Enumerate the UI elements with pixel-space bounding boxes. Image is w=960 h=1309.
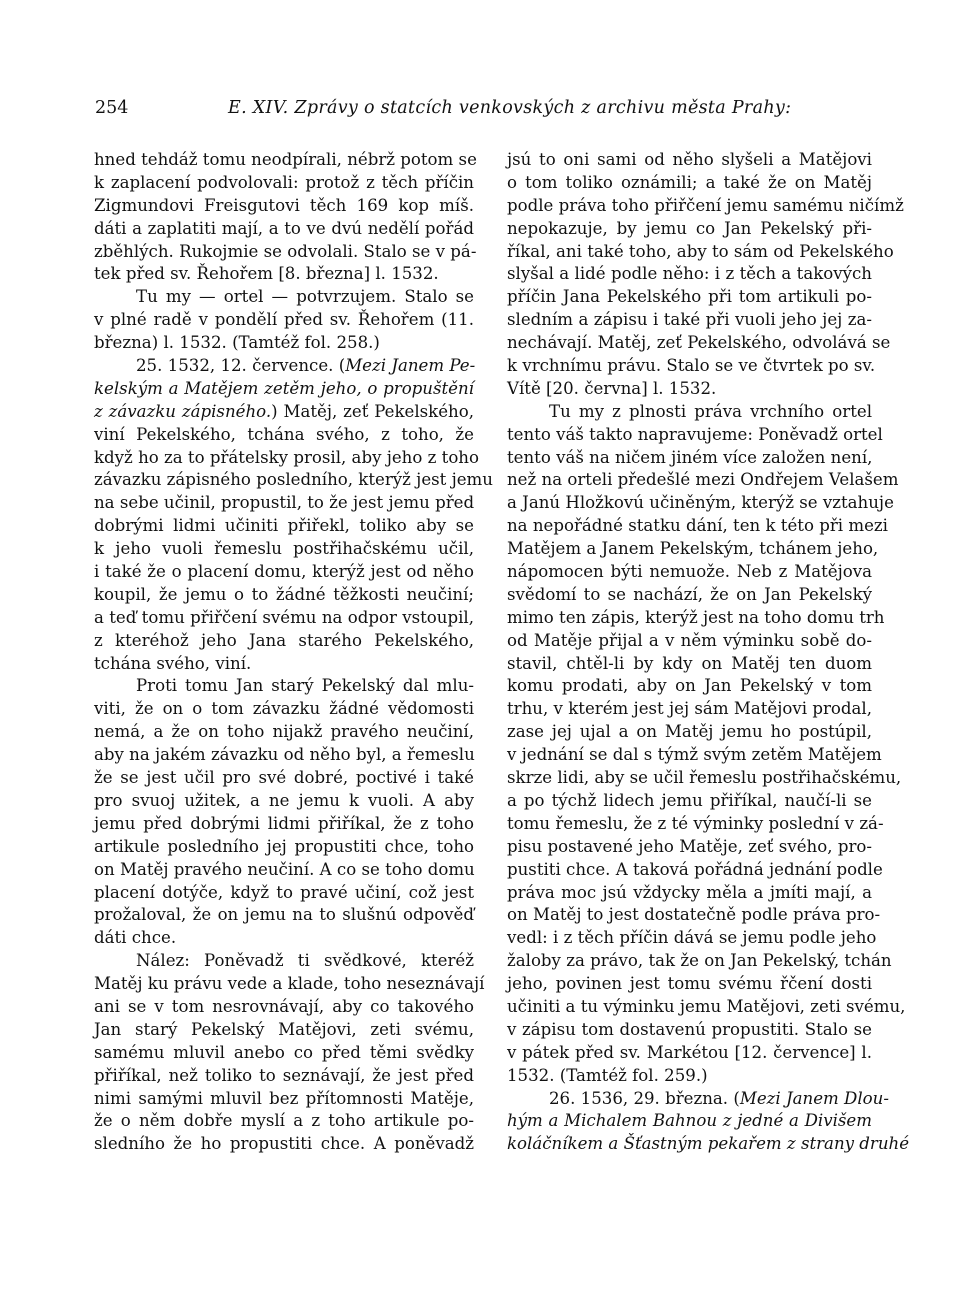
text-line: k zaplacení podvolovali: protož z těch příčin [94,172,474,192]
text-line: tomu řemeslu, že z té výminky poslední v zá- [507,813,884,833]
text-line: k jeho vuoli řemeslu postřihačskému učil, [94,539,474,559]
text-line: Proti tomu Jan starý Pekelský dal mlu- [136,676,474,696]
text-line: slyšal a lidé podle něho: i z těch a takových [507,264,872,284]
text-line: příčin Jana Pekelského při tom artikuli po- [507,287,872,307]
text-line: v zápisu tom dostavenú propustiti. Stalo se [507,1019,872,1039]
text-line: Jan starý Pekelský Matějovi, zeti svému, [94,1019,474,1039]
text-line: pisu postavené jeho Matěje, zeť svého, pro- [507,836,872,856]
text-line: nemá, a že on toho nijakž pravého neučiní, [94,722,474,742]
text-line: Tu my — ortel — potvrzujem. Stalo se [136,287,474,307]
text-line: viní Pekelského, tchána svého, z toho, že [94,424,474,444]
italic-span: Mezi Janem Pe- [345,356,476,376]
text-line [94,355,474,378]
text-line: tchána svého, viní. [94,653,252,673]
text-line: sledním a zápisu i také při vuoli jeho jej za- [507,310,872,330]
text-line: a po týchž lidech jemu přiříkal, naučí-li se [507,790,872,810]
left-column [94,149,493,1156]
text-line: dobrými lidmi učiniti přiřekl, toliko aby se [94,516,474,536]
text-line: říkal, ani také toho, aby to sám od Pekelského [507,241,894,261]
text-line: Zigmundovi Freisgutovi těch 169 kop míš. [94,195,474,215]
text-line: podle práva toho přiřčení jemu samému ničímž [507,195,904,215]
text-line [507,1088,889,1111]
text-line: nápomocen býti nemuože. Neb z Matějova [507,562,872,582]
italic-span: z závazku zápisného. [94,401,272,421]
text-line: dáti chce. [94,928,177,948]
text-line: závazku zápisného posledního, kterýž jest jemu [94,470,493,490]
text-line: pustiti chce. A taková pořádná jednání podle [507,859,883,879]
text-line: hým a Michalem Bahnou z jedné a Divišem [507,1111,872,1131]
text-line: samému mluvil anebo co před těmi svědky [94,1042,474,1062]
text-line: přiříkal, než toliko to seznávají, že jest před [94,1065,474,1085]
text-line: zase jej ujal a on Matěj jemu ho postúpil, [507,722,872,742]
text-line: když ho za to přátelsky prosil, aby jeho z toho [94,447,479,467]
text-line: žaloby za právo, tak že on Jan Pekelský, tchán [507,951,892,971]
text-span: 25. 1532, 12. července. ( [136,356,346,376]
text-line: koláčníkem a Šťastným pekařem z strany druhé [507,1134,910,1154]
text-line: mimo ten zápis, kterýž jest na toho domu trh [507,607,885,627]
text-line: 1532. (Tamtéž fol. 259.) [507,1065,708,1085]
text-line: že se jest učil pro své dobré, poctivé i také [94,768,474,788]
text-line: skrze lidi, aby se učil řemeslu postřihačskému, [507,768,902,788]
text-line: artikule posledního jej propustiti chce, toho [94,836,474,856]
text-line: on Matěj to jest dostatečně podle práva pro- [507,905,881,925]
text-line: vedl: i z těch příčin dává se jemu podle jeho [507,928,877,948]
text-line: Nález: Poněvadž ti svědkové, kteréž [136,951,474,971]
text-span: 26. 1536, 29. března. ( [549,1088,740,1108]
text-line: i také že o placení domu, kterýž jest od něho [94,562,474,582]
text-line: Tu my z plnosti práva vrchního ortel [549,401,872,421]
page-number: 254 [95,98,129,118]
right-column [507,149,910,1156]
text-line: aby na jakém závazku od něho byl, a řemeslu [94,745,475,765]
text-line: dáti a zaplatiti mají, a to ve dvú nedělí pořád [94,218,474,238]
text-line: nepokazuje, by jemu co Jan Pekelský při- [507,218,872,238]
text-line: že o něm dobře myslí a z toho artikule po- [94,1111,474,1131]
text-line: kelským a Matějem zetěm jeho, o propuštění [94,378,474,398]
page-header [95,98,870,124]
text-line: komu prodati, aby on Jan Pekelský v tom [507,676,872,696]
text-line: o tom toliko oznámili; a také že on Matěj [507,172,872,192]
text-line: ani se v tom nesrovnávají, aby co takového [94,996,474,1016]
text-line: Matějem a Janem Pekelským, tchánem jeho, [507,539,879,559]
text-line: jsú to oni sami od něho slyšeli a Matějovi [507,150,872,169]
text-line: od Matěje přijal a v něm výminku sobě do- [507,630,872,650]
text-line: tento váš takto napravujeme: Poněvadž ortel [507,424,883,444]
text-line: zběhlých. Rukojmie se odvolali. Stalo se v pá- [94,241,477,261]
text-line: prožaloval, že on jemu na to slušnú odpověď [94,905,474,925]
text-line: března) l. 1532. (Tamtéž fol. 258.) [94,333,380,353]
text-line: k vrchnímu právu. Stalo se ve čtvrtek po sv. [507,356,876,376]
text-line: hned tehdáž tomu neodpírali, nébrž potom se [94,150,477,169]
text-line: tek před sv. Řehořem [8. března] l. 1532. [94,264,439,284]
text-line: viti, že on o tom závazku žádné vědomosti [94,699,474,719]
text-line: učiniti a tu výminku jemu Matějovi, zeti svému, [507,996,906,1016]
text-line: svědomí to se nachází, že on Jan Pekelský [507,584,872,604]
text-line: nimi samými mluvil bez přítomnosti Matěje, [94,1088,474,1108]
text-line: v pátek před sv. Markétou [12. července] l. [507,1042,872,1062]
text-line: on Matěj pravého neučiní. A co se toho domu [94,859,475,879]
text-line: v plné radě v pondělí před sv. Řehořem (11. [94,310,474,330]
text-line: nechávají. Matěj, zeť Pekelského, odvolává se [507,333,891,353]
text-line: a Janú Hložkovú učiněným, kterýž se vztahuje [507,493,894,513]
text-span: ) Matěj, zeť Pekelského, [271,401,474,421]
text-line: na sebe učinil, propustil, to že jest jemu před [94,493,475,513]
text-line: práva moc jsú vždycky měla a jmíti mají, a [507,882,872,902]
text-line: z kteréhož jeho Jana starého Pekelského, [94,630,474,650]
text-line: trhu, v kterém jest jej sám Matějovi prodal, [507,699,872,719]
text-line: sledního že ho propustiti chce. A poněvadž [94,1134,474,1154]
running-title: E. XIV. Zprávy o statcích venkovských z archivu města Prahy: [228,98,792,118]
text-line: jeho, povinen jest tomu svému řčení dosti [507,974,872,994]
text-line: stavil, chtěl-li by kdy on Matěj ten duom [507,653,872,673]
text-line: na nepořádné statku dání, ten k této při mezi [507,516,888,536]
text-line: jemu před dobrými lidmi přiříkal, že z toho [94,813,474,833]
italic-span: Mezi Janem Dlou- [739,1088,889,1108]
text-line: Vítě [20. června] l. 1532. [507,378,717,398]
text-line: a teď tomu přiřčení svému na odpor vstoupil, [94,607,474,627]
text-line: Matěj ku právu vede a klade, toho neseznávají [94,974,485,994]
text-line: pro svuoj užitek, a ne jemu k vuoli. A aby [94,790,474,810]
text-line: v jednání se dal s týmž svým zetěm Matějem [507,745,882,765]
text-line: koupil, že jemu o to žádné těžkosti neučiní; [94,584,474,604]
text-line: placení dotýče, když to pravé učiní, což jest [94,882,474,902]
text-line: než na orteli předešlé mezi Ondřejem Velašem [507,470,899,490]
text-line [94,401,474,424]
text-line: tento váš na ničem jiném více založen není, [507,447,873,467]
